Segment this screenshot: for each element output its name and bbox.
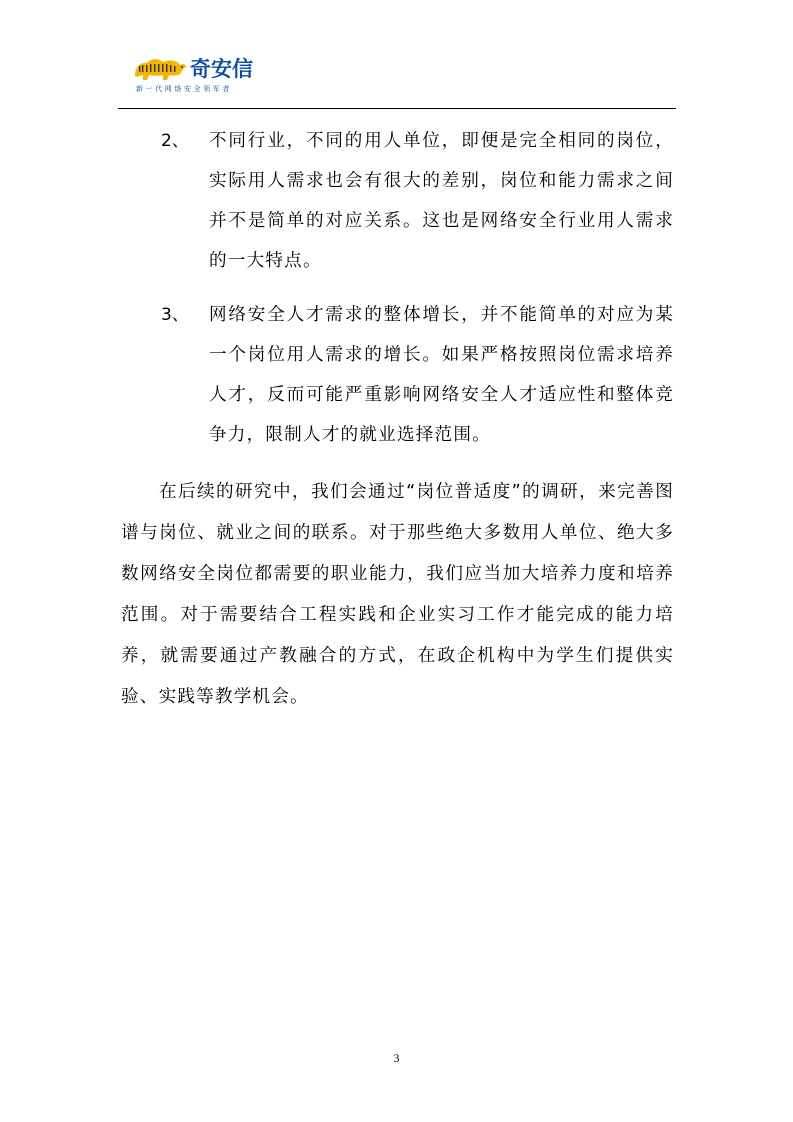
body-paragraph: 在后续的研究中，我们会通过“岗位普适度”的调研，来完善图谱与岗位、就业之间的联系。对于那些绝大多数用人单位、绝大多数网络安全岗位都需要的职业能力，我们应当加大培养力度和培养范围。对于需要结合工程实践和企业实习工作才能完成的能力培养，就需要通过产教融合的方式，在政企机构中为学生们提供实验、实践等教学机会。: [121, 482, 674, 707]
list-item-text: 网络安全人才需求的整体增长，并不能简单的对应为某一个岗位用人需求的增长。如果严格按照岗位需求培养人才，反而可能严重影响网络安全人才适应性和整体竞争力，限制人才的就业选择范围。: [209, 305, 674, 445]
logo-name: 奇安信: [190, 57, 253, 81]
list-item-number: 3、: [161, 305, 189, 325]
list-item-text: 不同行业，不同的用人单位，即便是完全相同的岗位，实际用人需求也会有很大的差别，岗位和能力需求之间并不是简单的对应关系。这也是网络安全行业用人需求的一大特点。: [209, 131, 674, 271]
page-header: [0, 0, 793, 112]
page-number: 3: [393, 1051, 400, 1065]
header-divider: [118, 108, 676, 109]
logo-slogan: 新一代网络安全领军者: [136, 85, 232, 93]
logo-mark-icon: [133, 56, 187, 82]
company-logo: [133, 56, 263, 98]
list-item-number: 2、: [161, 131, 189, 151]
